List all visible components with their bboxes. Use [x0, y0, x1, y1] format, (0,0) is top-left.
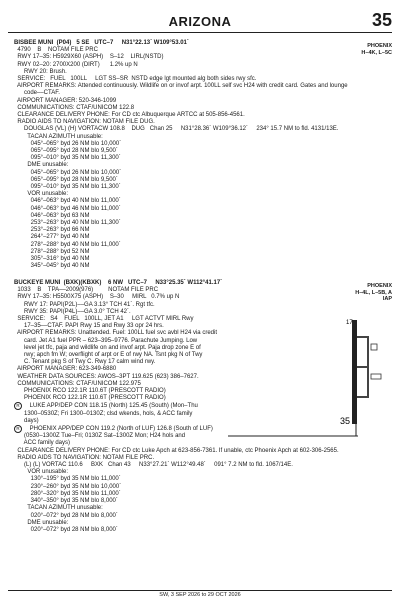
bisbee-line	[14, 105, 339, 112]
bisbee-line-text: DME unusable:	[14, 162, 69, 169]
bisbee-line-text: 046°–063° byd 63 NM	[14, 212, 90, 219]
bisbee-line	[14, 198, 339, 205]
buckeye-line-text: (L) (L) VORTAC 110.6 BXK Chan 43 N33°27.21´ W112°49.48´ 091° 7.2 NM to fld. 1067/14E.	[14, 462, 293, 469]
diagram-extension	[228, 408, 388, 444]
bisbee-line-text: 045°–065° byd 26 NM blo 10,000´	[14, 140, 122, 147]
buckeye-chart-refs	[355, 283, 392, 303]
buckeye-line-text: RADIO AIDS TO NAVIGATION: NOTAM FILE PRC.	[14, 454, 155, 461]
buckeye-line-text: WEATHER DATA SOURCES: AWOS–3PT 119.625 (623) 386–7627.	[14, 373, 199, 380]
bisbee-line	[14, 54, 339, 61]
buckeye-line-text: AIRPORT MANAGER: 623-349-6880	[14, 366, 117, 373]
buckeye-line	[14, 302, 339, 309]
hangar-1	[371, 344, 377, 350]
bisbee-line-text: 253°–263° byd 40 NM blo 11,300´	[14, 220, 121, 227]
validity-footer: SW, 3 SEP 2026 to 29 OCT 2026	[159, 592, 241, 598]
buckeye-line	[14, 287, 339, 294]
bisbee-line	[14, 242, 339, 249]
buckeye-line	[14, 505, 339, 512]
buckeye-line	[14, 498, 339, 505]
bisbee-line	[14, 40, 339, 47]
buckeye-line	[14, 345, 339, 352]
radar-circle-icon: R	[14, 402, 22, 410]
buckeye-line-text: 1033 B TPA––2009(976) NOTAM FILE PRC	[14, 287, 159, 294]
buckeye-line	[14, 352, 339, 359]
bisbee-line-text: 095°–010° byd 35 NM blo 11,300´	[14, 184, 121, 191]
buckeye-line-text: C. Tenant pkg S of Twy C. Rwy 17 calm wind rwy.	[14, 359, 156, 366]
bisbee-line-text: 264°–277° byd 40 NM	[14, 234, 90, 241]
buckeye-line	[14, 455, 339, 462]
buckeye-line-text: days)	[14, 417, 39, 424]
bisbee-line-text: CLEARANCE DELIVERY PHONE: For CD ctc Albuquerque ARTCC at 505-856-4561.	[14, 112, 245, 119]
buckeye-line	[14, 366, 339, 373]
bisbee-muni-entry	[14, 40, 348, 271]
buckeye-line-text: VOR unusable:	[14, 469, 69, 476]
buckeye-line-text: 130°–195° byd 35 NM blo 11,000´	[14, 476, 121, 483]
bisbee-line	[14, 141, 339, 148]
bisbee-line-text: RADIO AIDS TO NAVIGATION: NOTAM FILE DUG.	[14, 119, 155, 126]
buckeye-line	[14, 330, 339, 337]
buckeye-line-text: CLEARANCE DELIVERY PHONE: For CD ctc Luke Apch at 623-856-7361. If unable, ctc Phoenix Apch at 602-306-2565.	[14, 447, 339, 454]
buckeye-line-text: card. Jet A1 fuel PPR – 623–395–9776. Parachute Jumping. Low	[14, 337, 198, 344]
bisbee-line-text: 305°–316° byd 40 NM	[14, 256, 90, 263]
bisbee-line-text: 253°–263° byd 66 NM	[14, 227, 90, 234]
bisbee-line-text: AIRPORT REMARKS: Attended continuously. Wildlife on or invof arpt. 100LL self svc H24 with credit card. Gates and lounge	[14, 83, 348, 90]
hangar-2	[371, 374, 381, 379]
buckeye-line-text: PHOENIX RCO 122.1R 110.6T (PRESCOTT RADIO)	[14, 395, 166, 402]
buckeye-line-text: 17–35––CTAF. PAPI Rwy 15 and Rwy 33 opr 24 hrs.	[14, 323, 164, 330]
buckeye-line	[14, 462, 339, 469]
parallel-taxiway	[367, 336, 369, 398]
buckeye-line	[14, 527, 339, 534]
bisbee-line	[14, 126, 339, 133]
buckeye-line-text: BUCKEYE MUNI (BXK)(KBXK) 6 NW UTC–7 N33°25.35´ W112°41.17´	[14, 280, 223, 286]
bisbee-line-text: TACAN AZIMUTH unusable:	[14, 133, 103, 140]
bisbee-line	[14, 170, 339, 177]
buckeye-line-text: TACAN AZIMUTH unusable:	[14, 505, 103, 512]
bisbee-line	[14, 119, 339, 126]
bisbee-line-text: 045°–065° byd 26 NM blo 10,000´	[14, 169, 122, 176]
bisbee-line-text: 278°–288° byd 40 NM blo 11,000´	[14, 241, 121, 248]
bisbee-line-text: 046°–063° byd 40 NM blo 11,000´	[14, 198, 121, 205]
bisbee-line-text: 065°–095° byd 28 NM blo 9,500´	[14, 176, 118, 183]
header-divider	[8, 32, 392, 33]
bisbee-line	[14, 263, 339, 270]
bisbee-line-text: RWY 02–20: 2700X200 (DIRT) 1.2% up N	[14, 61, 138, 68]
buckeye-line-text: PHOENIX RCO 122.1R 110.6T (PRESCOTT RADIO)	[14, 388, 166, 395]
bisbee-line-text: SERVICE: FUEL 100LL LGT SS–SR NSTD edge lgt mounted alg both sides rwy sfc.	[14, 76, 257, 83]
buckeye-line	[14, 476, 339, 483]
bisbee-line	[14, 90, 339, 97]
bisbee-line-text: 4790 B NOTAM FILE PRC	[14, 47, 98, 54]
bisbee-line	[14, 234, 339, 241]
buckeye-line	[14, 294, 339, 301]
state-title: ARIZONA	[168, 14, 232, 29]
bisbee-line	[14, 213, 339, 220]
rwy-35-label: 35	[340, 416, 351, 426]
buckeye-line-text: RWY 17–35: H5500X75 (ASPH) S–30 MIRL 0.7% up N	[14, 294, 180, 301]
bisbee-line	[14, 62, 339, 69]
buckeye-line	[14, 316, 339, 323]
bisbee-line-text: code––CTAF.	[14, 90, 60, 97]
bisbee-chart-refs	[361, 43, 392, 56]
buckeye-line	[14, 388, 339, 395]
bisbee-line-text: AIRPORT MANAGER: 520-346-1099	[14, 97, 117, 104]
bisbee-line	[14, 227, 339, 234]
buckeye-line	[14, 448, 339, 455]
bisbee-line-text: COMMUNICATIONS: CTAF/UNICOM 122.8	[14, 104, 135, 111]
buckeye-line-text: LUKE APP/DEP CON 118.15 (North) 125.45 (South) (Mon–Thu	[23, 403, 198, 410]
bisbee-line	[14, 47, 339, 54]
buckeye-line	[14, 280, 339, 287]
bisbee-line-text: RWY 20: Brush.	[14, 68, 67, 75]
bisbee-line-text: BISBEE MUNI (P04) 5 SE UTC–7 N31°22.13´ W109°53.01´	[14, 40, 189, 46]
buckeye-line	[14, 520, 339, 527]
buckeye-line-text: SERVICE: S4 FUEL 100LL, JET A1 LGT ACTVT MIRL Rwy	[14, 316, 194, 323]
buckeye-line-text: RWY 17: PAPI(P2L)––GA 3.13° TCH 41´. Rgt tfc.	[14, 301, 155, 308]
bisbee-side-1: PHOENIX	[367, 43, 392, 49]
buckeye-line	[14, 469, 339, 476]
buckeye-line-text: 280°–320° byd 35 NM blo 11,000´	[14, 490, 121, 497]
bisbee-line	[14, 191, 339, 198]
buckeye-line	[14, 374, 339, 381]
buckeye-line-text: level jet tfc, paja and wildlife on and invof arpt. Paja drop zone E of	[14, 344, 201, 351]
buckeye-line	[14, 309, 339, 316]
bisbee-line-text: DOUGLAS (VL) (H) VORTACW 108.8 DUG Chan 25 N31°28.36´ W109°36.12´ 234° 15.7 NM to fld. 4131/13E.	[14, 126, 339, 133]
bisbee-line	[14, 69, 339, 76]
bisbee-line-text: 046°–063° byd 46 NM blo 11,000´	[14, 205, 121, 212]
buckeye-line	[14, 513, 339, 520]
bisbee-line	[14, 177, 339, 184]
buckeye-side-1: PHOENIX	[367, 283, 392, 289]
rwy-17-label: 17	[346, 320, 353, 326]
bisbee-line	[14, 206, 339, 213]
buckeye-line	[14, 484, 339, 491]
buckeye-line-text: AIRPORT REMARKS: Unattended. Fuel: 100LL fuel svc avbl H24 via credit	[14, 330, 217, 337]
page-header	[0, 0, 400, 34]
buckeye-line-text: 020°–072° byd 28 NM blo 8,000´	[14, 526, 118, 533]
bisbee-line	[14, 256, 339, 263]
buckeye-line-text: RWY 35: PAPI(P4L)––GA 3.0° TCH 42´.	[14, 308, 131, 315]
bisbee-line	[14, 249, 339, 256]
bisbee-line	[14, 148, 339, 155]
bisbee-line-text: RWY 17–35: H5929X60 (ASPH) S–12 LIRL(NSTD)	[14, 54, 164, 61]
footer-divider	[8, 590, 392, 591]
bisbee-line	[14, 220, 339, 227]
buckeye-line	[14, 338, 339, 345]
buckeye-line-text: COMMUNICATIONS: CTAF/UNICOM 122.975	[14, 380, 141, 387]
bisbee-line	[14, 184, 339, 191]
buckeye-line-text: 020°–072° byd 28 NM blo 8,000´	[14, 512, 118, 519]
buckeye-line-text: 230°–260° byd 35 NM blo 10,000´	[14, 483, 122, 490]
bisbee-line	[14, 83, 348, 90]
bisbee-line-text: 065°–095° byd 28 NM blo 9,500´	[14, 148, 118, 155]
bisbee-side-2: H–4K, L–5C	[361, 49, 392, 56]
bisbee-line-text: 095°–010° byd 35 NM blo 11,300´	[14, 155, 121, 162]
bisbee-line-text: 345°–045° byd 40 NM	[14, 263, 90, 270]
buckeye-line	[14, 491, 339, 498]
bisbee-line-text: 278°–288° byd 52 NM	[14, 248, 90, 255]
buckeye-line-text: DME unusable:	[14, 519, 69, 526]
buckeye-line-text: 1300–0530Z; Fri 1300–0130Z; clsd wkends, hols, & ACC family	[14, 410, 193, 417]
page-number: 35	[371, 10, 392, 30]
buckeye-line-text: (0530–1300Z Tue–Fri; 0130Z Sat–1300Z Mon; H24 hols and	[14, 433, 186, 440]
bisbee-line-text: VOR unusable:	[14, 191, 69, 198]
bisbee-line	[14, 134, 339, 141]
buckeye-line-text: 340°–350° byd 35 NM blo 8,000´	[14, 498, 118, 505]
bisbee-line	[14, 162, 339, 169]
radar-circle-icon: R	[14, 425, 22, 433]
buckeye-line	[14, 381, 339, 388]
buckeye-line	[14, 359, 339, 366]
bisbee-line	[14, 155, 339, 162]
buckeye-side-2: H–4L, L–5B, A	[355, 289, 392, 296]
buckeye-side-3: IAP	[382, 296, 392, 302]
buckeye-line-text: rwy; apch fm W; overflight of arpt or E of rwy NA. Tsnt pkg N of Twy	[14, 352, 203, 359]
bisbee-line	[14, 98, 339, 105]
buckeye-line	[14, 323, 339, 330]
bisbee-line	[14, 76, 339, 83]
buckeye-line-text: PHOENIX APP/DEP CON 119.2 (North of LUF) 126.8 (South of LUF)	[23, 426, 213, 433]
buckeye-line	[14, 395, 339, 402]
buckeye-line-text: ACC family days)	[14, 440, 71, 447]
bisbee-line	[14, 112, 339, 119]
